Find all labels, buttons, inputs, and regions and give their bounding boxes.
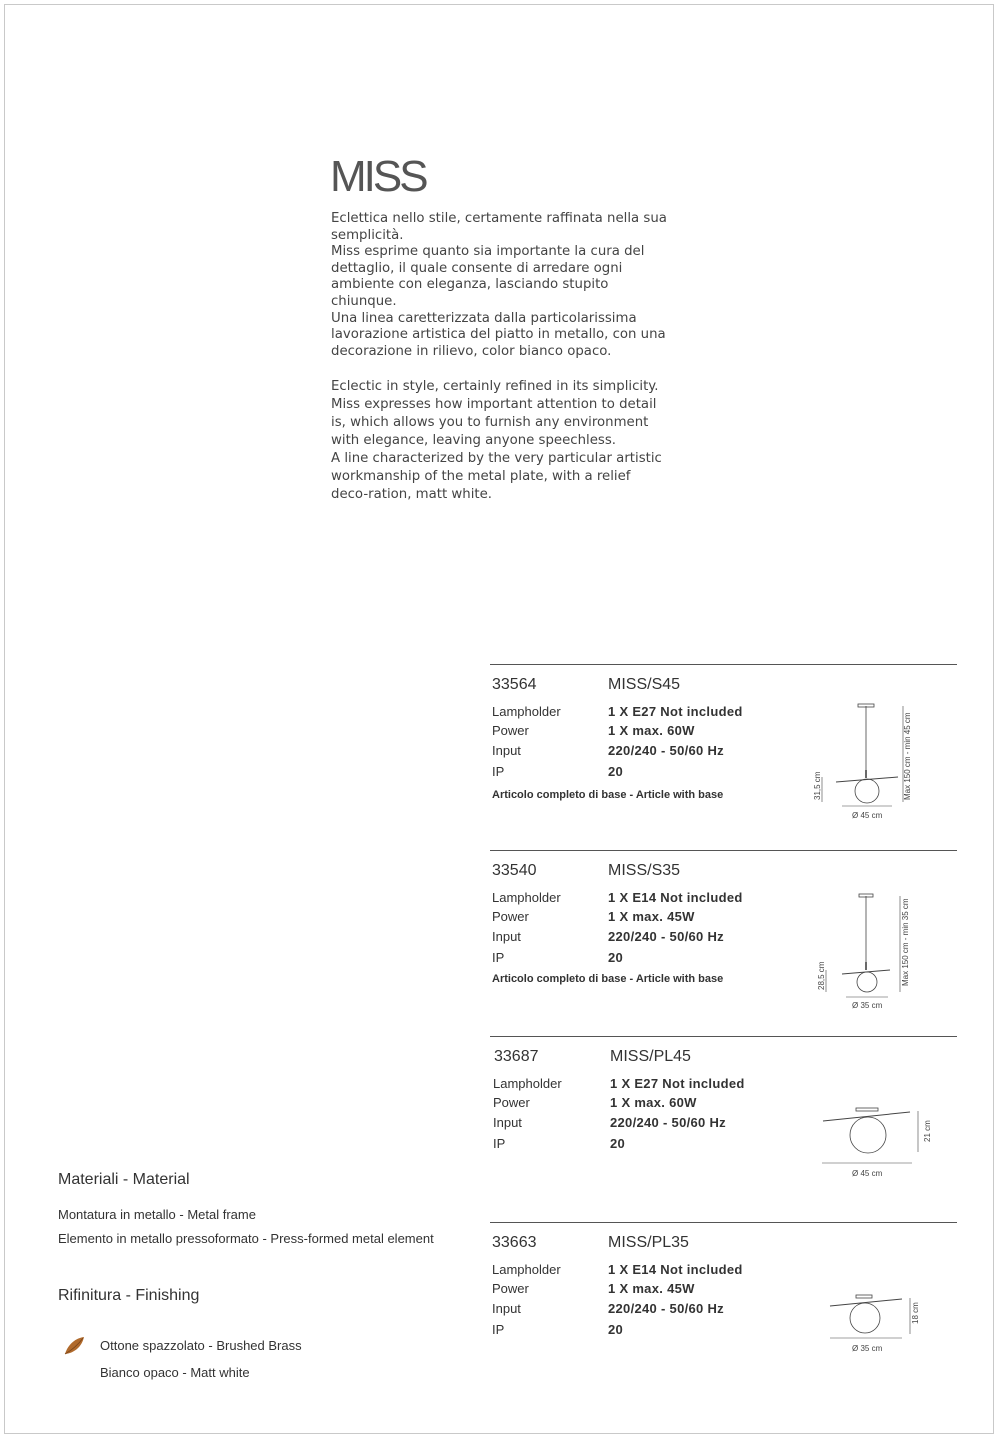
power-value: 1 X max. 45W (608, 909, 695, 924)
input-label: Input (492, 743, 521, 758)
product-code: 33687 (494, 1048, 539, 1065)
base-note: Articolo completo di base - Article with base (492, 973, 724, 985)
power-value: 1 X max. 60W (608, 723, 695, 738)
finish-item: Ottone spazzolato - Brushed Brass (100, 1338, 302, 1353)
brass-swatch-icon (62, 1334, 88, 1365)
input-value: 220/240 - 50/60 Hz (608, 929, 724, 944)
product-code: 33663 (492, 1234, 537, 1251)
description-en-line: A line characterized by the very particular artistic workmanship of the metal plate, with a relief deco-ration, matt white. (331, 451, 662, 502)
ip-value: 20 (608, 950, 624, 965)
input-label: Input (492, 929, 521, 944)
product-code: 33564 (492, 676, 537, 693)
product-model: MISS/S45 (608, 676, 681, 693)
finishing-heading: Rifinitura - Finishing (58, 1287, 200, 1304)
material-item: Elemento in metallo pressoformato - Press-formed metal element (58, 1231, 434, 1246)
input-label: Input (492, 1301, 521, 1316)
dim-height-label: 18 cm (911, 1302, 920, 1324)
dim-diameter-label: Ø 45 cm (852, 1169, 883, 1178)
pendant-diagram (812, 700, 922, 825)
ip-label: IP (493, 1136, 506, 1151)
power-value: 1 X max. 45W (608, 1281, 695, 1296)
dim-diameter-label: Ø 45 cm (852, 811, 883, 820)
lampholder-label: Lampholder (492, 1262, 561, 1277)
product-code: 33540 (492, 862, 537, 879)
ip-value: 20 (608, 764, 624, 779)
ip-label: IP (492, 1322, 505, 1337)
description-italian (331, 211, 671, 360)
lampholder-value: 1 X E27 Not included (608, 704, 743, 719)
ip-label: IP (492, 950, 505, 965)
product-model: MISS/PL45 (610, 1048, 691, 1065)
divider (490, 664, 957, 665)
dim-diameter-label: Ø 35 cm (852, 1344, 883, 1353)
ip-label: IP (492, 764, 505, 779)
page-title: MISS (330, 152, 426, 201)
material-item: Montatura in metallo - Metal frame (58, 1207, 256, 1222)
ip-value: 20 (608, 1322, 624, 1337)
description-english (331, 378, 671, 504)
description-it-line: Una linea caretterizzata dalla particolarissima lavorazione artistica del piatto in metallo, con una decorazione in rilievo, color bianco opaco. (331, 310, 666, 359)
ip-value: 20 (610, 1136, 626, 1151)
divider (490, 1222, 957, 1223)
lampholder-value: 1 X E14 Not included (608, 890, 743, 905)
power-value: 1 X max. 60W (610, 1095, 697, 1110)
ceiling-diagram (818, 1100, 938, 1180)
lampholder-label: Lampholder (492, 704, 561, 719)
dim-height-label: 21 cm (923, 1120, 932, 1142)
input-value: 220/240 - 50/60 Hz (610, 1115, 726, 1130)
pendant-diagram (816, 890, 926, 1015)
description-it-line: Miss esprime quanto sia importante la cura del dettaglio, il quale consente di arredare ogni ambiente con eleganza, lasciando stupito chiunque. (331, 244, 645, 309)
dim-diameter-label: Ø 35 cm (852, 1001, 883, 1010)
lampholder-label: Lampholder (492, 890, 561, 905)
product-model: MISS/PL35 (608, 1234, 689, 1251)
power-label: Power (492, 909, 529, 924)
lampholder-value: 1 X E14 Not included (608, 1262, 743, 1277)
dim-drop-label: Max 150 cm - min 45 cm (903, 712, 912, 800)
ceiling-diagram (826, 1286, 936, 1366)
description-en-line: Miss expresses how important attention to detail is, which allows you to furnish any environment with elegance, leaving anyone speechless. (331, 397, 657, 448)
input-value: 220/240 - 50/60 Hz (608, 1301, 724, 1316)
divider (490, 850, 957, 851)
power-label: Power (492, 723, 529, 738)
dim-height-label: 28,5 cm (817, 961, 826, 990)
input-label: Input (493, 1115, 522, 1130)
dim-drop-label: Max 150 cm - min 35 cm (901, 898, 910, 986)
input-value: 220/240 - 50/60 Hz (608, 743, 724, 758)
description-it-line: Eclettica nello stile, certamente raffinata nella sua semplicità. (331, 211, 667, 243)
lampholder-value: 1 X E27 Not included (610, 1076, 745, 1091)
power-label: Power (493, 1095, 530, 1110)
product-model: MISS/S35 (608, 862, 681, 879)
lampholder-label: Lampholder (493, 1076, 562, 1091)
finish-item: Bianco opaco - Matt white (100, 1365, 250, 1380)
description-en-line: Eclectic in style, certainly refined in its simplicity. (331, 379, 659, 394)
base-note: Articolo completo di base - Article with base (492, 789, 724, 801)
power-label: Power (492, 1281, 529, 1296)
dim-height-label: 31,5 cm (813, 771, 822, 800)
materials-heading: Materiali - Material (58, 1171, 190, 1188)
divider (490, 1036, 957, 1037)
